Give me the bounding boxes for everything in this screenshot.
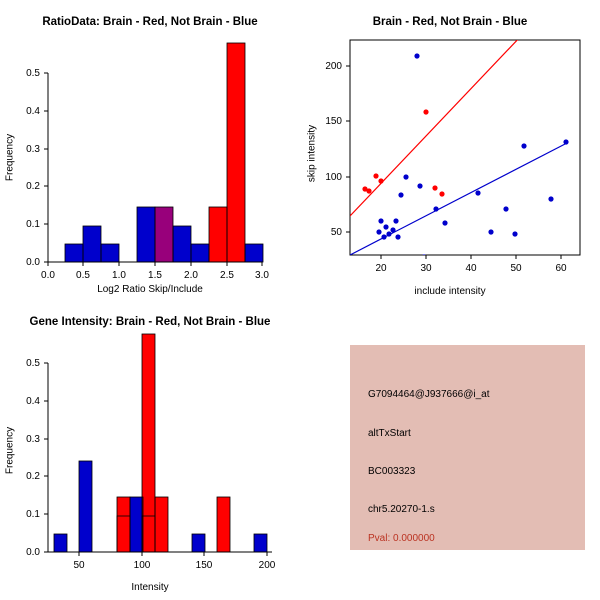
svg-text:30: 30	[420, 263, 432, 274]
svg-text:0.4: 0.4	[26, 106, 40, 117]
ratio-y-axis	[26, 68, 48, 268]
ratio-histogram-panel	[0, 0, 300, 300]
intensity-scatter-panel	[300, 0, 600, 300]
svg-text:0.3: 0.3	[26, 434, 40, 445]
scatter-x-axis	[375, 255, 567, 274]
accession-text: BC003323	[368, 466, 416, 477]
svg-text:100: 100	[325, 172, 342, 183]
svg-text:1.0: 1.0	[112, 270, 126, 281]
svg-text:0.2: 0.2	[26, 181, 40, 192]
svg-text:40: 40	[465, 263, 477, 274]
svg-text:50: 50	[330, 227, 342, 238]
svg-text:0.5: 0.5	[26, 68, 40, 79]
svg-text:0.2: 0.2	[26, 471, 40, 482]
gene-intensity-title: Gene Intensity: Brain - Red, Not Brain - Blue	[29, 316, 271, 328]
svg-text:200: 200	[325, 61, 342, 72]
gene-intensity-svg	[0, 300, 300, 600]
svg-text:60: 60	[555, 263, 567, 274]
brain-points	[362, 109, 444, 196]
gene-x-axis	[73, 552, 275, 571]
gene-intensity-panel	[0, 300, 300, 600]
scatter-title: Brain - Red, Not Brain - Blue	[372, 16, 528, 28]
svg-text:100: 100	[133, 560, 151, 571]
svg-text:50: 50	[510, 263, 522, 274]
svg-text:0.0: 0.0	[41, 270, 55, 281]
ratio-histogram-svg	[0, 0, 300, 300]
pval-text: Pval: 0.000000	[368, 533, 435, 544]
svg-text:0.3: 0.3	[26, 144, 40, 155]
svg-text:3.0: 3.0	[255, 270, 269, 281]
svg-text:0.4: 0.4	[26, 396, 40, 407]
probe-id-text: G7094464@J937666@i_at	[368, 389, 490, 400]
brain-bars	[155, 43, 245, 262]
svg-text:0.1: 0.1	[26, 509, 40, 520]
ratio-y-axis-label: Frequency	[4, 133, 16, 182]
intensity-scatter-svg	[300, 0, 600, 300]
ratio-x-axis-label: Log2 Ratio Skip/Include	[97, 284, 203, 295]
scatter-y-axis-label: skip intensity	[306, 124, 318, 183]
gene-x-axis-label: Intensity	[131, 582, 169, 593]
scatter-x-axis-label: include intensity	[414, 286, 486, 297]
scatter-y-axis	[325, 61, 350, 238]
svg-text:0.0: 0.0	[26, 257, 40, 268]
svg-text:0.1: 0.1	[26, 219, 40, 230]
annotation-info-box	[350, 345, 585, 550]
gene-y-axis-label: Frequency	[4, 426, 16, 475]
gene-y-axis	[26, 358, 48, 558]
svg-text:150: 150	[195, 560, 213, 571]
svg-text:50: 50	[73, 560, 85, 571]
svg-text:0.5: 0.5	[76, 270, 90, 281]
svg-text:2.0: 2.0	[184, 270, 198, 281]
event-type-text: altTxStart	[368, 428, 411, 439]
svg-text:200: 200	[258, 560, 276, 571]
svg-text:20: 20	[375, 263, 387, 274]
locus-text: chr5.20270-1.s	[368, 504, 435, 515]
svg-text:150: 150	[325, 116, 342, 127]
svg-text:0.0: 0.0	[26, 547, 40, 558]
svg-text:0.5: 0.5	[26, 358, 40, 369]
ratio-histogram-title: RatioData: Brain - Red, Not Brain - Blue	[42, 16, 258, 28]
svg-text:1.5: 1.5	[148, 270, 162, 281]
ratio-x-axis	[41, 262, 269, 281]
svg-text:2.5: 2.5	[220, 270, 234, 281]
